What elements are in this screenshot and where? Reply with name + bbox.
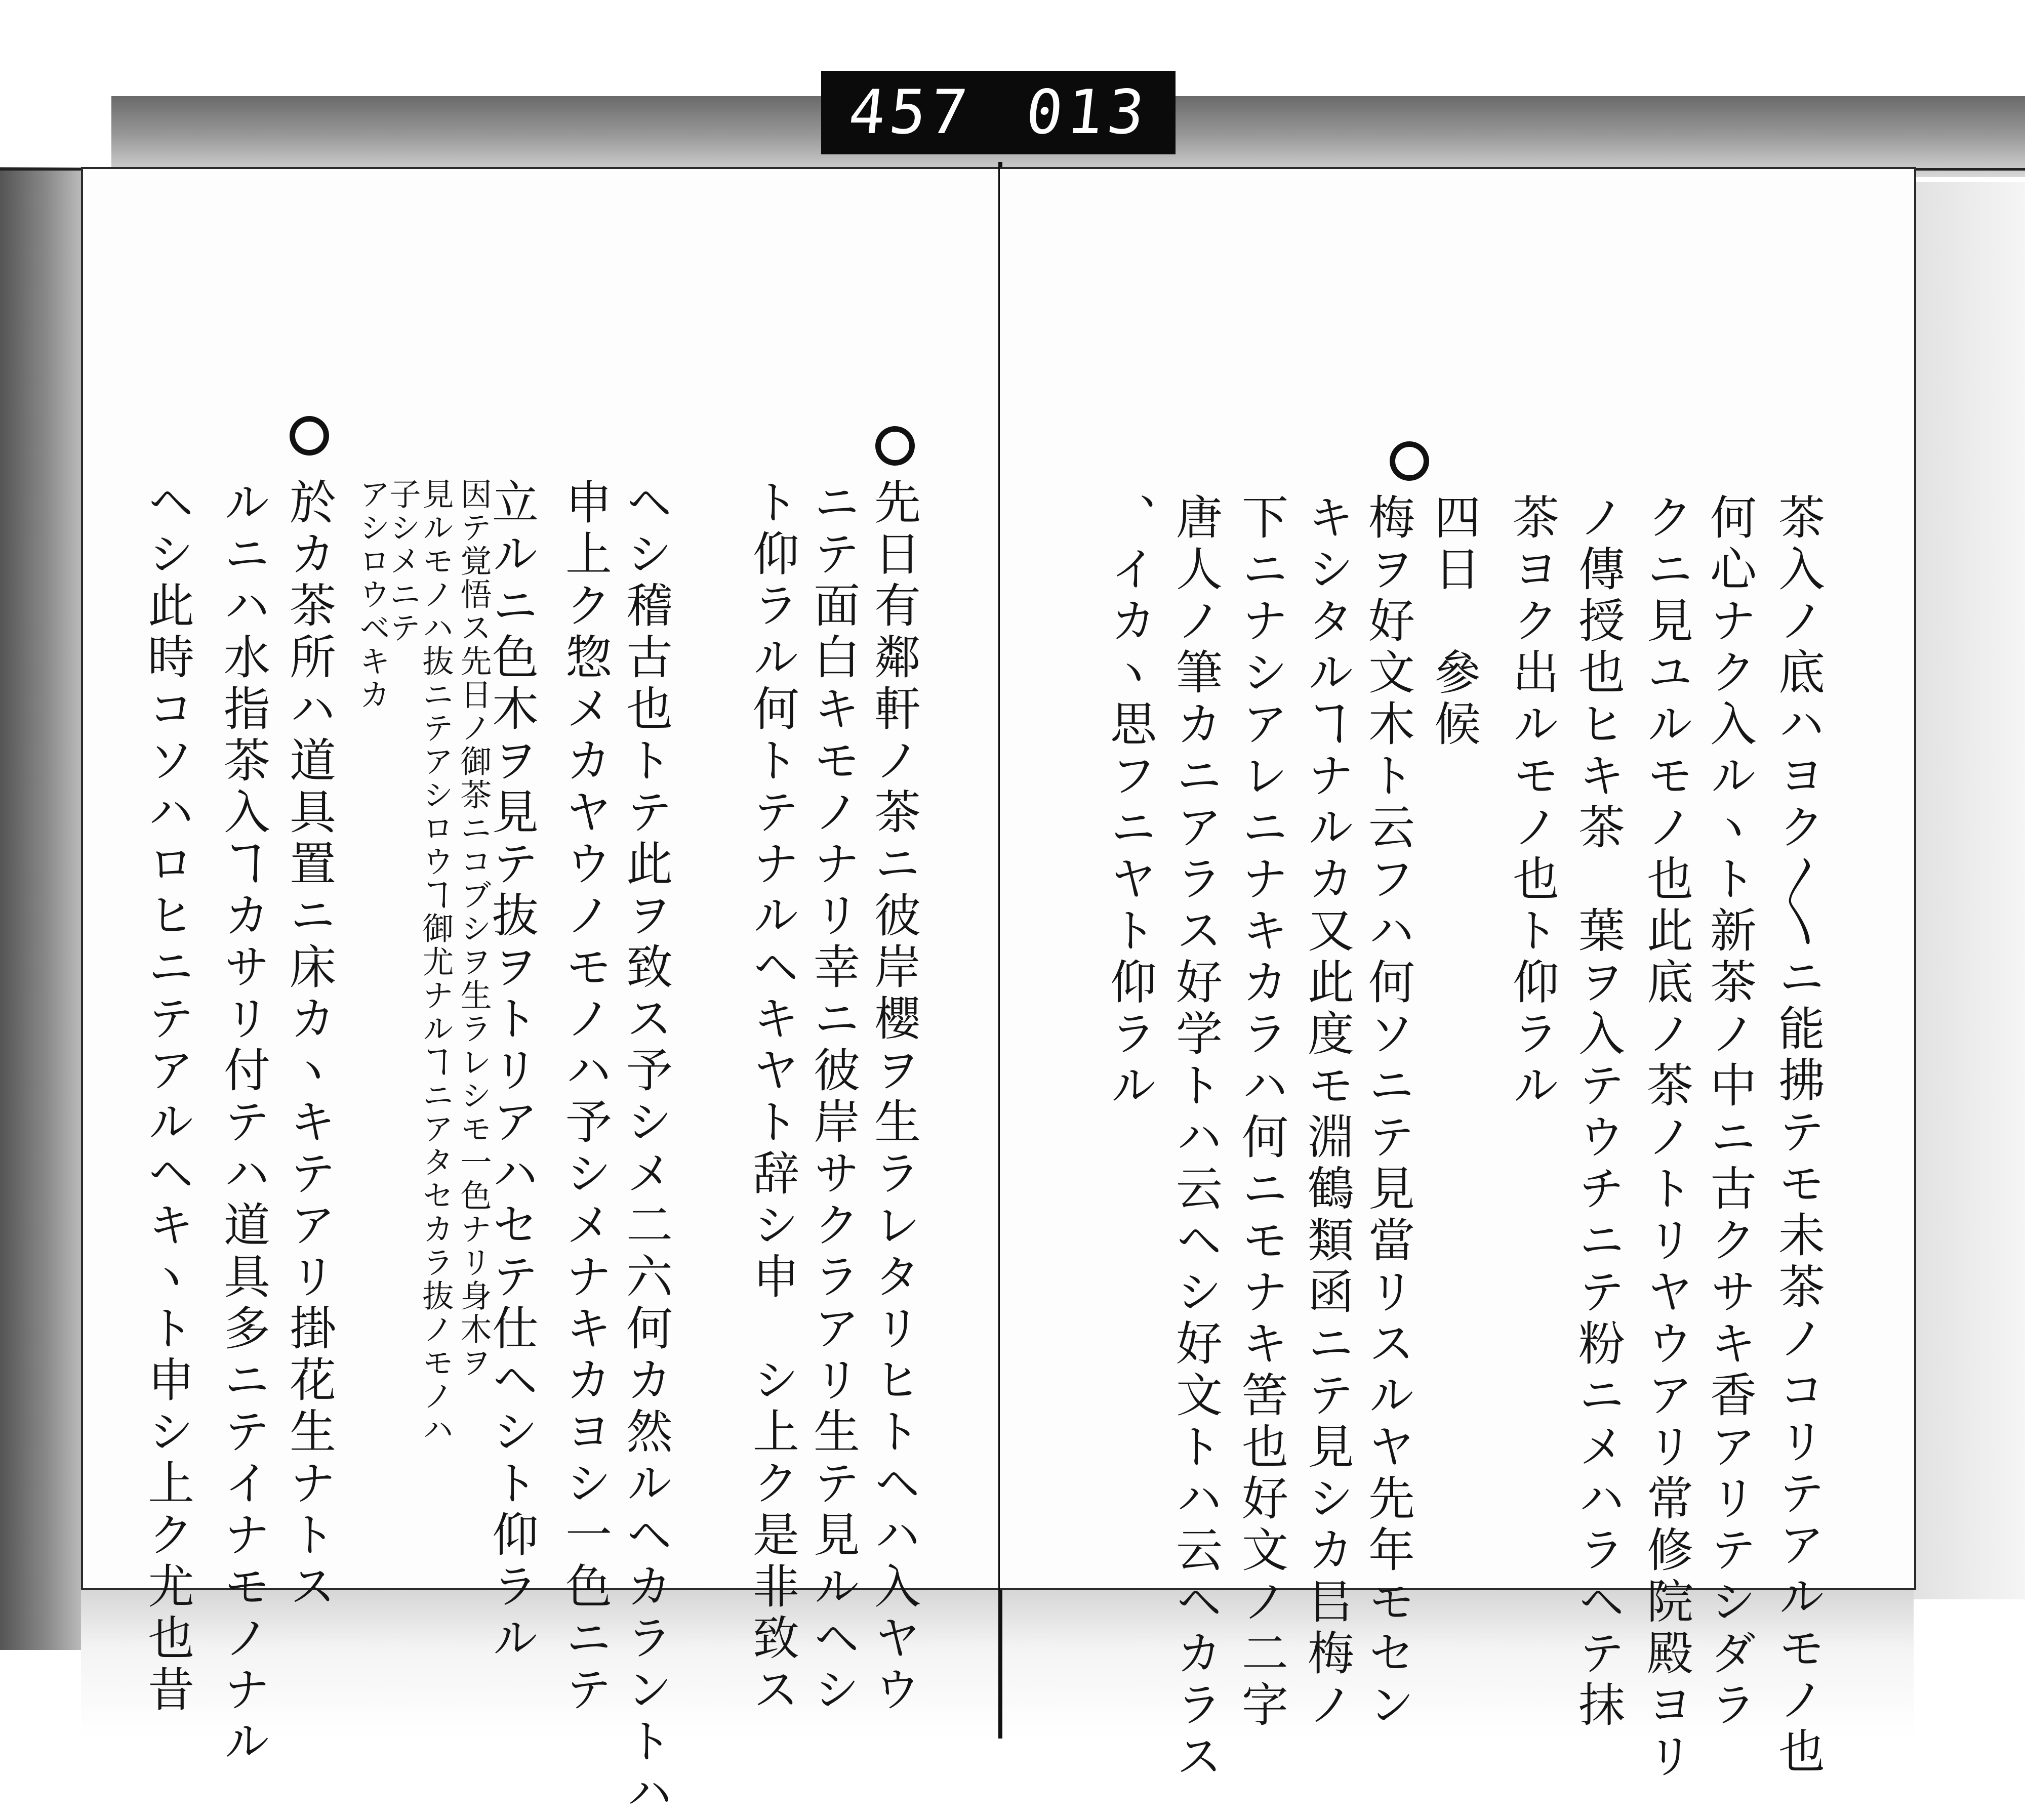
text-column-annotation: 見ルモノハ抜ニテアシロウヿ御尤ナルヿニアタセカラ抜ノモノハ <box>417 478 454 1446</box>
text-column: 、イカヽ思フニヤト仰ラル <box>1103 493 1157 1112</box>
text-column: ヘシ此時コソハロヒニテアルヘキヽト申シ上ク尤也昔 <box>140 478 194 1717</box>
text-column-annotation: 因テ覚悟ス先日ノ御茶ニコブシヲ生ラレシモ一色ナリ身木ヲ <box>455 478 492 1380</box>
circle-mark-icon <box>1390 441 1429 481</box>
text-column: 茶入ノ底ハヨク〳〵ニ能拂テモ未茶ノコリテアルモノ也 <box>1771 493 1825 1778</box>
text-column: 唐人ノ筆カニアラス好学トハ云ヘシ好文トハ云ヘカラス <box>1168 493 1223 1784</box>
text-column-annotation: アシロウベキカ <box>354 478 391 712</box>
text-column: ノ傳授也ヒキ茶 葉ヲ入テウチニテ粉ニメハラヘテ抹 <box>1571 493 1625 1732</box>
text-column: キシタルヿナルカ又此度モ淵鶴類函ニテ見シカ㠯梅ノ <box>1300 493 1354 1732</box>
reference-label-left: 457 <box>845 77 975 148</box>
text-column: 梅ヲ好文木ト云フハ何ソニテ見當リスルヤ先年モセン <box>1361 493 1415 1732</box>
scan-shadow-left <box>0 167 91 1650</box>
page-bottom-shadow <box>81 1589 1914 1739</box>
text-column-annotation: 子シメニテ <box>384 478 421 645</box>
text-column: ルニハ水指茶入ヿカサリ付テハ道具多ニテイナモノナル <box>216 478 270 1768</box>
text-column: 茶ヨク出ルモノ也ト仰ラル <box>1505 493 1559 1112</box>
text-column: ヘシ稽古也トテ此ヲ致ス予シメ二六何カ然ルヘカラントハ <box>619 478 673 1820</box>
text-column: 先日有鄰軒ノ茶ニ彼岸櫻ヲ生ラレタリヒトヘハ入ヤウ <box>867 478 921 1717</box>
text-column: 申上ク惣メカヤウノモノハ予シメナキカヨシ一色ニテ <box>558 478 612 1717</box>
reference-label <box>821 71 1176 154</box>
text-column: 下ニナシアレニナキカラハ何ニモナキ筈也好文ノ二字 <box>1234 493 1288 1732</box>
reference-label-right: 013 <box>1022 77 1152 148</box>
circle-mark-icon <box>875 426 915 466</box>
circle-mark-icon <box>290 416 329 456</box>
text-column: ニテ面白キモノナリ幸ニ彼岸サクラアリ生テ見ルヘシ <box>806 478 860 1717</box>
text-column: 立ルニ色木ヲ見テ抜ヲトリアハセテ仕ヘシト仰ラル <box>484 478 539 1665</box>
text-column: クニ見ユルモノ也此底ノ茶ノトリヤウアリ常修院殿ヨリ <box>1639 493 1693 1784</box>
left-page <box>81 167 1003 1820</box>
text-column: ト仰ラル何トテナルヘキヤト辞シ申 シ上ク是非致ス <box>745 478 799 1717</box>
scan-shadow-right <box>1904 182 2025 1599</box>
text-column-date-heading: 四日 參候 <box>1427 493 1481 751</box>
right-page <box>1000 167 1916 1784</box>
text-column: 於カ茶所ハ道具置ニ床カヽキテアリ掛花生ナトス <box>282 478 336 1614</box>
text-column: 何心ナク入ルヽト新茶ノ中ニ古クサキ香アリテシダラ <box>1703 493 1757 1732</box>
